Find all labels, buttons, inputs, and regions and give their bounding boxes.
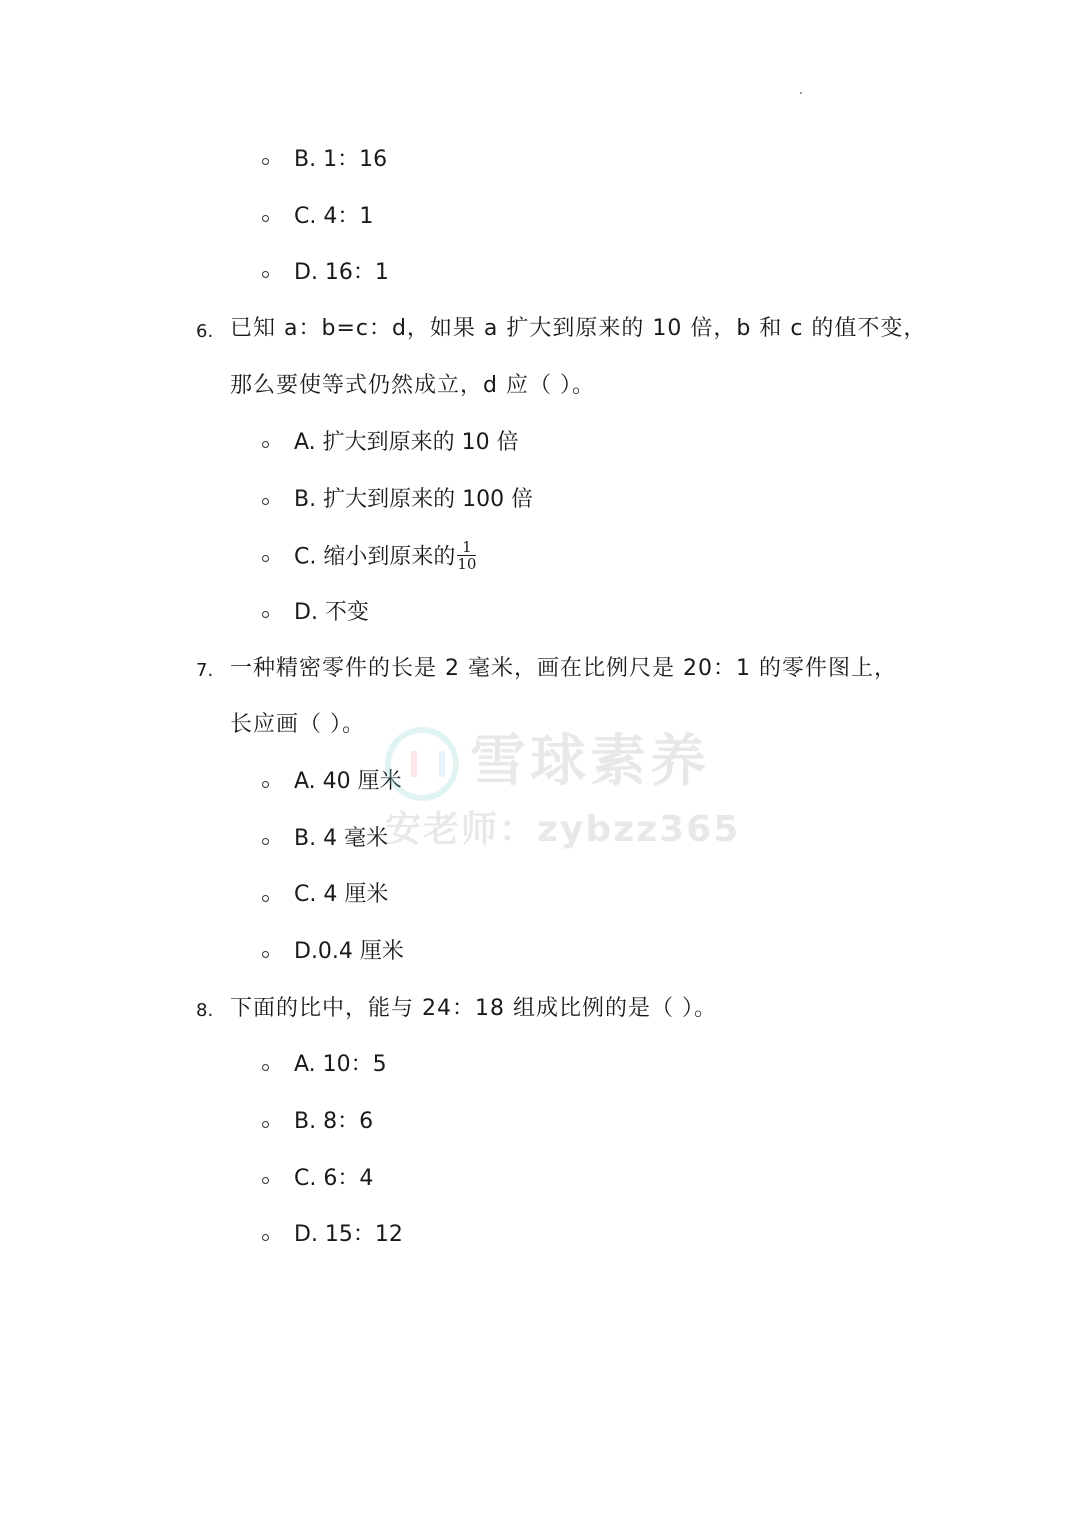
radio-bullet-icon[interactable] [262,498,269,505]
q6-option-c[interactable] [294,538,477,574]
q8-number: 8. [196,1000,214,1021]
q8-option-a[interactable]: A. 10：5 [294,1052,387,1077]
q6-option-d[interactable]: D. 不变 [294,600,369,625]
fraction [457,539,476,572]
q6-text-line1: 已知 a：b=c：d，如果 a 扩大到原来的 10 倍，b 和 c 的值不变， [230,316,927,341]
watermark-subtitle: 安老师：zybzz365 [385,809,741,850]
radio-bullet-icon[interactable] [262,441,269,448]
q7-option-c[interactable]: C. 4 厘米 [294,882,389,907]
q6-option-c-label: C. 缩小到原来的 [294,544,456,570]
radio-bullet-icon[interactable] [262,895,269,902]
radio-bullet-icon[interactable] [262,215,269,222]
radio-bullet-icon[interactable] [262,555,269,562]
radio-bullet-icon[interactable] [262,158,269,165]
q6-option-a[interactable]: A. 扩大到原来的 10 倍 [294,430,519,455]
q7-text-line2: 长应画（ ）。 [230,712,365,737]
q6-text-line2: 那么要使等式仍然成立，d 应（ ）。 [230,373,595,398]
radio-bullet-icon[interactable] [262,1177,269,1184]
q5-option-b[interactable]: B. 1：16 [294,147,388,172]
q7-option-a[interactable]: A. 40 厘米 [294,769,402,794]
q7-option-b[interactable]: B. 4 毫米 [294,826,389,851]
radio-bullet-icon[interactable] [262,611,269,618]
fraction-numerator: 1 [457,539,476,556]
q6-number: 6. [196,321,214,342]
stray-dot [800,92,802,94]
radio-bullet-icon[interactable] [262,1121,269,1128]
q8-text-line1: 下面的比中，能与 24：18 组成比例的是（ ）。 [230,996,717,1021]
q5-option-d[interactable]: D. 16：1 [294,260,389,285]
q7-option-d[interactable]: D.0.4 厘米 [294,939,404,964]
q7-text-line1: 一种精密零件的长是 2 毫米，画在比例尺是 20：1 的零件图上， [230,656,897,681]
q7-number: 7. [196,660,214,681]
q8-option-b[interactable]: B. 8：6 [294,1109,374,1134]
fraction-denominator: 10 [457,555,477,573]
watermark-title: 雪球素养 [470,729,710,794]
watermark-logo-icon [385,727,459,801]
radio-bullet-icon[interactable] [262,781,269,788]
q6-option-b[interactable]: B. 扩大到原来的 100 倍 [294,487,534,512]
radio-bullet-icon[interactable] [262,1064,269,1071]
q8-option-d[interactable]: D. 15：12 [294,1222,403,1247]
radio-bullet-icon[interactable] [262,271,269,278]
q8-option-c[interactable]: C. 6：4 [294,1166,374,1191]
radio-bullet-icon[interactable] [262,951,269,958]
q5-option-c[interactable]: C. 4：1 [294,204,374,229]
radio-bullet-icon[interactable] [262,838,269,845]
radio-bullet-icon[interactable] [262,1234,269,1241]
